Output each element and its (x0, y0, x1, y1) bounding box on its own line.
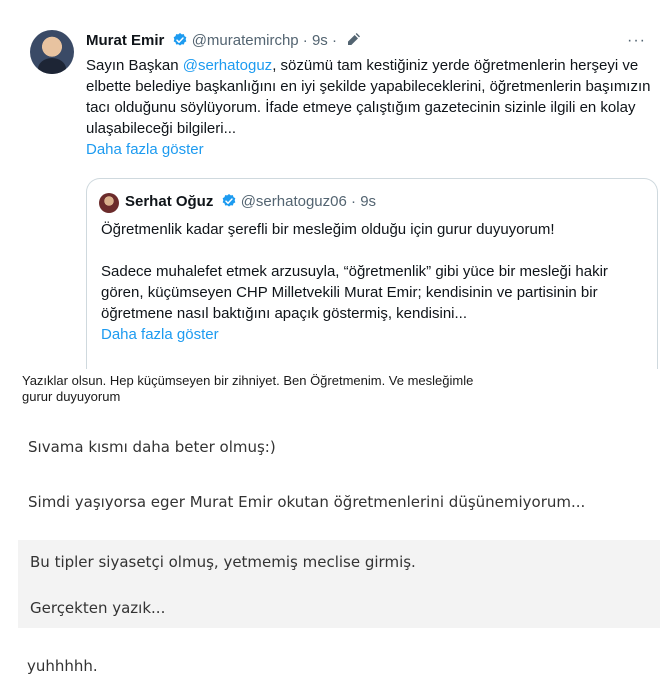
author-name[interactable]: Murat Emir (86, 32, 165, 49)
separator-dot: · (302, 32, 308, 49)
quoted-header (125, 193, 376, 210)
comment-6: yuhhhhh. (27, 657, 98, 675)
author-handle[interactable]: @muratemirchp (191, 32, 299, 49)
quoted-text (101, 219, 641, 345)
quoted-author-handle[interactable]: @serhatoguz06 (240, 193, 347, 210)
show-more-link[interactable]: Daha fazla göster (86, 141, 204, 158)
separator-dot: · (351, 193, 357, 210)
mention-link[interactable]: @serhatoguz (182, 57, 273, 74)
tweet-text-suffix: , sözümü tam kestiğiniz yerde öğretmenlerin herşeyi ve elbette belediye başkanlığını en iyi şekilde yapabileceklerini, öğretmenlerin başımızın tacı olduğunu söylüyorum. İfade etmeye çalıştığım gazetecinin sizinle ilgili en kolay ulaşabileceği bilgileri... (86, 57, 651, 137)
quoted-paragraph-1: Öğretmenlik kadar şerefli bir mesleğim olduğu için gurur duyuyorum! (101, 221, 555, 238)
avatar[interactable] (30, 30, 74, 74)
quoted-avatar[interactable] (99, 193, 119, 213)
quoted-author-name[interactable]: Serhat Oğuz (125, 193, 214, 210)
quoted-show-more-link[interactable]: Daha fazla göster (101, 326, 219, 343)
tweet-header (86, 32, 654, 54)
more-options-icon[interactable]: ··· (627, 32, 646, 49)
comment-1: Yazıklar olsun. Hep küçümseyen bir zihniyet. Ben Öğretmenim. Ve mesleğimle gurur duyuyorum (22, 373, 474, 404)
tweet-card[interactable] (22, 22, 662, 350)
comment-2: Sıvama kısmı daha beter olmuş:) (28, 438, 276, 456)
edit-pencil-icon[interactable] (345, 32, 361, 48)
separator-dot: · (331, 32, 337, 49)
tweet-text-prefix: Sayın Başkan (86, 57, 183, 74)
comment-3: Simdi yaşıyorsa eger Murat Emir okutan öğretmenlerini düşünemiyorum... (28, 493, 586, 511)
comment-4: Bu tipler siyasetçi olmuş, yetmemiş meclise girmiş. (30, 553, 416, 571)
quoted-tweet[interactable] (86, 178, 658, 369)
tweet-text (86, 55, 656, 160)
quoted-time[interactable]: 9s (360, 193, 377, 210)
tweet-time[interactable]: 9s (311, 32, 328, 49)
verified-badge-icon (221, 193, 237, 209)
verified-badge-icon (172, 32, 188, 48)
comment-5: Gerçekten yazık... (30, 599, 166, 617)
quoted-paragraph-2: Sadece muhalefet etmek arzusuyla, “öğretmenlik” gibi yüce bir mesleği hakir gören, küçümseyen CHP Milletvekili Murat Emir; kendisinin ve partisinin bir öğretmene nasıl baktığını apaçık göstermiş, kendisini... (101, 263, 608, 322)
